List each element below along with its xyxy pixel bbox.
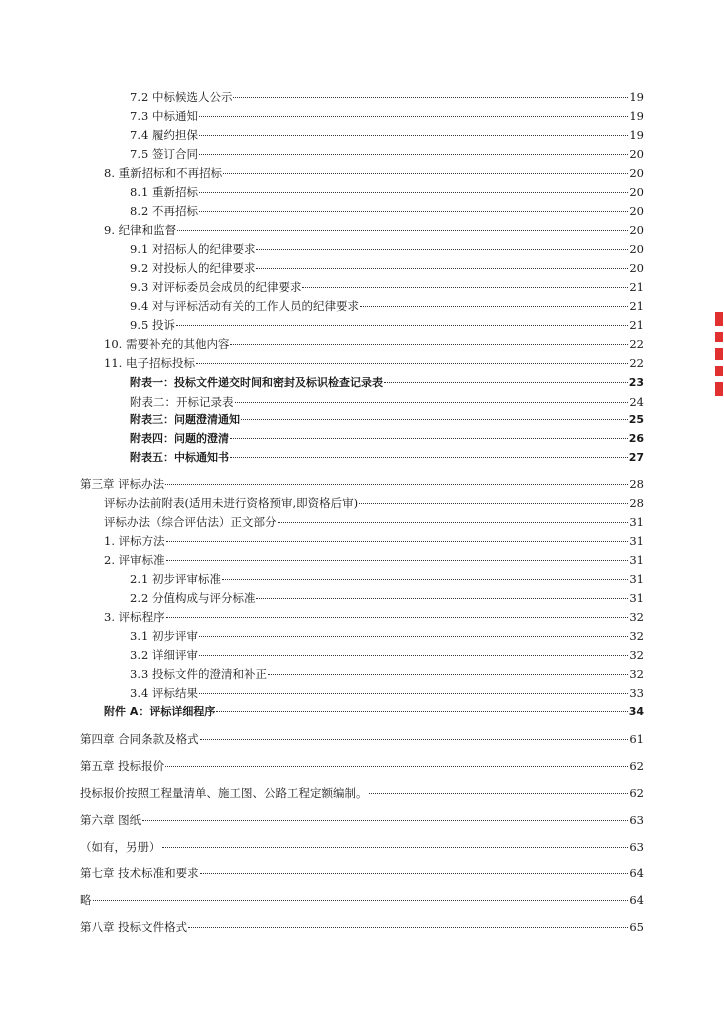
- toc-page: 19: [629, 109, 644, 123]
- toc-page: 33: [629, 686, 644, 700]
- toc-entry[interactable]: [80, 920, 644, 934]
- toc-page: 20: [629, 185, 644, 199]
- toc-page: 64: [629, 893, 644, 907]
- toc-leader: [199, 655, 628, 656]
- toc-title: 3.1 初步评审: [130, 629, 198, 643]
- toc-page: 20: [629, 242, 644, 256]
- toc-page: 62: [629, 786, 644, 800]
- toc-title: 投标报价按照工程量清单、施工图、公路工程定额编制。: [80, 786, 368, 800]
- toc-page: 20: [629, 261, 644, 275]
- toc-page: 24: [629, 395, 644, 409]
- toc-leader: [199, 116, 628, 117]
- toc-title: 附表三：问题澄清通知: [130, 413, 240, 426]
- toc-leader: [278, 522, 629, 523]
- toc-page: 22: [629, 337, 644, 351]
- toc-title: 3.4 评标结果: [130, 686, 198, 700]
- toc-title: 2.1 初步评审标准: [130, 572, 221, 586]
- toc-entry[interactable]: [130, 261, 644, 275]
- toc-entry[interactable]: [80, 477, 644, 491]
- toc-leader: [93, 900, 629, 901]
- toc-title: 3.3 投标文件的澄清和补正: [130, 667, 267, 681]
- toc-entry[interactable]: [130, 90, 644, 104]
- toc-title: 第七章 技术标准和要求: [80, 866, 199, 880]
- toc-entry[interactable]: [130, 451, 644, 465]
- toc-leader: [256, 249, 628, 250]
- toc-entry[interactable]: [130, 395, 644, 409]
- toc-page: 19: [629, 90, 644, 104]
- toc-leader: [188, 927, 628, 928]
- toc-entry[interactable]: [130, 432, 644, 446]
- toc-entry[interactable]: [104, 610, 644, 624]
- toc-entry[interactable]: [80, 786, 644, 800]
- toc-title: 附表四：问题的澄清: [130, 432, 229, 445]
- toc-title: （如有，另册）: [80, 840, 161, 854]
- toc-entry[interactable]: [104, 223, 644, 237]
- toc-leader: [199, 192, 628, 193]
- toc-page: 31: [629, 591, 644, 605]
- page-edge-stamp: [714, 312, 724, 396]
- toc-leader: [384, 382, 628, 383]
- toc-title: 3.2 详细评审: [130, 648, 198, 662]
- toc-leader: [199, 154, 628, 155]
- toc-leader: [223, 173, 628, 174]
- toc-leader: [256, 598, 628, 599]
- toc-leader: [302, 287, 628, 288]
- toc-entry[interactable]: [130, 128, 644, 142]
- toc-entry[interactable]: [130, 572, 644, 586]
- toc-title: 第三章 评标办法: [80, 477, 165, 491]
- toc-page: 64: [629, 866, 644, 880]
- toc-leader: [166, 560, 629, 561]
- toc-entry[interactable]: [80, 893, 644, 907]
- toc-title: 9.3 对评标委员会成员的纪律要求: [130, 280, 302, 294]
- toc-entry[interactable]: [80, 840, 644, 854]
- toc-entry[interactable]: [80, 813, 644, 827]
- toc-page: 31: [629, 553, 644, 567]
- toc-leader: [196, 363, 628, 364]
- toc-page: 63: [629, 813, 644, 827]
- toc-page: 20: [629, 204, 644, 218]
- toc-entry[interactable]: [104, 553, 644, 567]
- toc-title: 第六章 图纸: [80, 813, 142, 827]
- toc-entry[interactable]: [104, 534, 644, 548]
- toc-leader: [166, 617, 629, 618]
- toc-title: 7.2 中标候选人公示: [130, 90, 233, 104]
- toc-title: 附表二：开标记录表: [130, 395, 234, 409]
- toc-entry[interactable]: [80, 759, 644, 773]
- toc-page: 27: [628, 451, 644, 464]
- toc-leader: [235, 402, 629, 403]
- toc-page: 32: [629, 667, 644, 681]
- toc-title: 附表五：中标通知书: [130, 451, 229, 464]
- toc-title: 第四章 合同条款及格式: [80, 732, 199, 746]
- toc-leader: [241, 419, 628, 420]
- toc-page: 19: [629, 128, 644, 142]
- toc-page: 63: [629, 840, 644, 854]
- toc-entry[interactable]: [130, 318, 644, 332]
- toc-title: 9.2 对投标人的纪律要求: [130, 261, 256, 275]
- toc-page: 22: [629, 356, 644, 370]
- toc-page: 21: [629, 318, 644, 332]
- toc-title: 第八章 投标文件格式: [80, 920, 188, 934]
- toc-page: 31: [629, 534, 644, 548]
- toc-entry[interactable]: [104, 166, 644, 180]
- toc-title: 1. 评标方法: [104, 534, 165, 548]
- toc-entry[interactable]: [104, 496, 644, 510]
- toc-title: 9. 纪律和监督: [104, 223, 177, 237]
- toc-entry[interactable]: [130, 147, 644, 161]
- toc-entry[interactable]: [80, 732, 644, 746]
- toc-leader: [230, 344, 628, 345]
- toc-title: 第五章 投标报价: [80, 759, 165, 773]
- toc-title: 9.5 投诉: [130, 318, 175, 332]
- toc-leader: [199, 636, 628, 637]
- toc-leader: [200, 873, 629, 874]
- toc-page: 61: [629, 732, 644, 746]
- toc-leader: [233, 97, 628, 98]
- toc-page: 32: [629, 610, 644, 624]
- toc-title: 7.3 中标通知: [130, 109, 198, 123]
- toc-entry[interactable]: [130, 413, 644, 427]
- toc-leader: [200, 739, 629, 740]
- toc-title: 9.4 对与评标活动有关的工作人员的纪律要求: [130, 299, 359, 313]
- toc-page: 32: [629, 648, 644, 662]
- toc-leader: [199, 135, 628, 136]
- toc-leader: [360, 306, 628, 307]
- toc-title: 8.2 不再招标: [130, 204, 198, 218]
- toc-title: 10. 需要补充的其他内容: [104, 337, 230, 351]
- toc-page: 20: [629, 147, 644, 161]
- toc-entry[interactable]: [104, 337, 644, 351]
- toc-leader: [165, 766, 628, 767]
- toc-title: 7.5 签订合同: [130, 147, 198, 161]
- toc-entry[interactable]: [80, 866, 644, 880]
- toc-title: 9.1 对招标人的纪律要求: [130, 242, 256, 256]
- toc-entry[interactable]: [130, 242, 644, 256]
- toc-entry[interactable]: [130, 629, 644, 643]
- toc-leader: [199, 693, 628, 694]
- toc-leader: [222, 579, 628, 580]
- toc-leader: [230, 438, 628, 439]
- toc-page: 23: [628, 376, 644, 389]
- toc-entry[interactable]: [104, 705, 644, 719]
- toc-leader: [142, 820, 628, 821]
- toc-leader: [166, 541, 629, 542]
- toc-entry[interactable]: [130, 591, 644, 605]
- toc-title: 8. 重新招标和不再招标: [104, 166, 223, 180]
- toc-leader: [359, 503, 628, 504]
- toc-entry[interactable]: [130, 667, 644, 681]
- toc-leader: [216, 711, 627, 712]
- toc-leader: [162, 847, 629, 848]
- toc-page: 28: [629, 496, 644, 510]
- toc-entry[interactable]: [104, 515, 644, 529]
- toc-page: 25: [628, 413, 644, 426]
- toc-page: 28: [629, 477, 644, 491]
- toc-page: 26: [628, 432, 644, 445]
- toc-entry[interactable]: [130, 686, 644, 700]
- toc-page: 62: [629, 759, 644, 773]
- toc-title: 7.4 履约担保: [130, 128, 198, 142]
- toc-leader: [230, 457, 628, 458]
- toc-page: 32: [629, 629, 644, 643]
- toc-title: 附件 A：评标详细程序: [104, 705, 216, 718]
- toc-page: 65: [629, 920, 644, 934]
- toc-entry[interactable]: [130, 280, 644, 294]
- toc-entry[interactable]: [130, 185, 644, 199]
- toc-title: 略: [80, 893, 92, 907]
- toc-entry[interactable]: [130, 648, 644, 662]
- toc-page: 21: [629, 280, 644, 294]
- toc-title: 附表一：投标文件递交时间和密封及标识检查记录表: [130, 376, 383, 389]
- toc-title: 2.2 分值构成与评分标准: [130, 591, 256, 605]
- toc-entry[interactable]: [104, 356, 644, 370]
- toc-leader: [165, 484, 628, 485]
- toc-title: 8.1 重新招标: [130, 185, 198, 199]
- toc-leader: [369, 793, 629, 794]
- toc-leader: [256, 268, 628, 269]
- toc-entry[interactable]: [130, 109, 644, 123]
- toc-page: 31: [629, 515, 644, 529]
- toc-page: 21: [629, 299, 644, 313]
- toc-title: 11. 电子招标投标: [104, 356, 195, 370]
- toc-page: 20: [629, 166, 644, 180]
- toc-page: 31: [629, 572, 644, 586]
- toc-leader: [176, 325, 628, 326]
- toc-title: 3. 评标程序: [104, 610, 165, 624]
- toc-entry[interactable]: [130, 204, 644, 218]
- toc-title: 评标办法前附表(适用未进行资格预审,即资格后审): [104, 496, 359, 510]
- toc-page: 34: [628, 705, 644, 718]
- toc-leader: [177, 230, 628, 231]
- toc-title: 评标办法（综合评估法）正文部分: [104, 515, 277, 529]
- toc-leader: [199, 211, 628, 212]
- toc-page: 20: [629, 223, 644, 237]
- toc-leader: [268, 674, 628, 675]
- toc-entry[interactable]: [130, 376, 644, 390]
- toc-title: 2. 评审标准: [104, 553, 165, 567]
- toc-entry[interactable]: [130, 299, 644, 313]
